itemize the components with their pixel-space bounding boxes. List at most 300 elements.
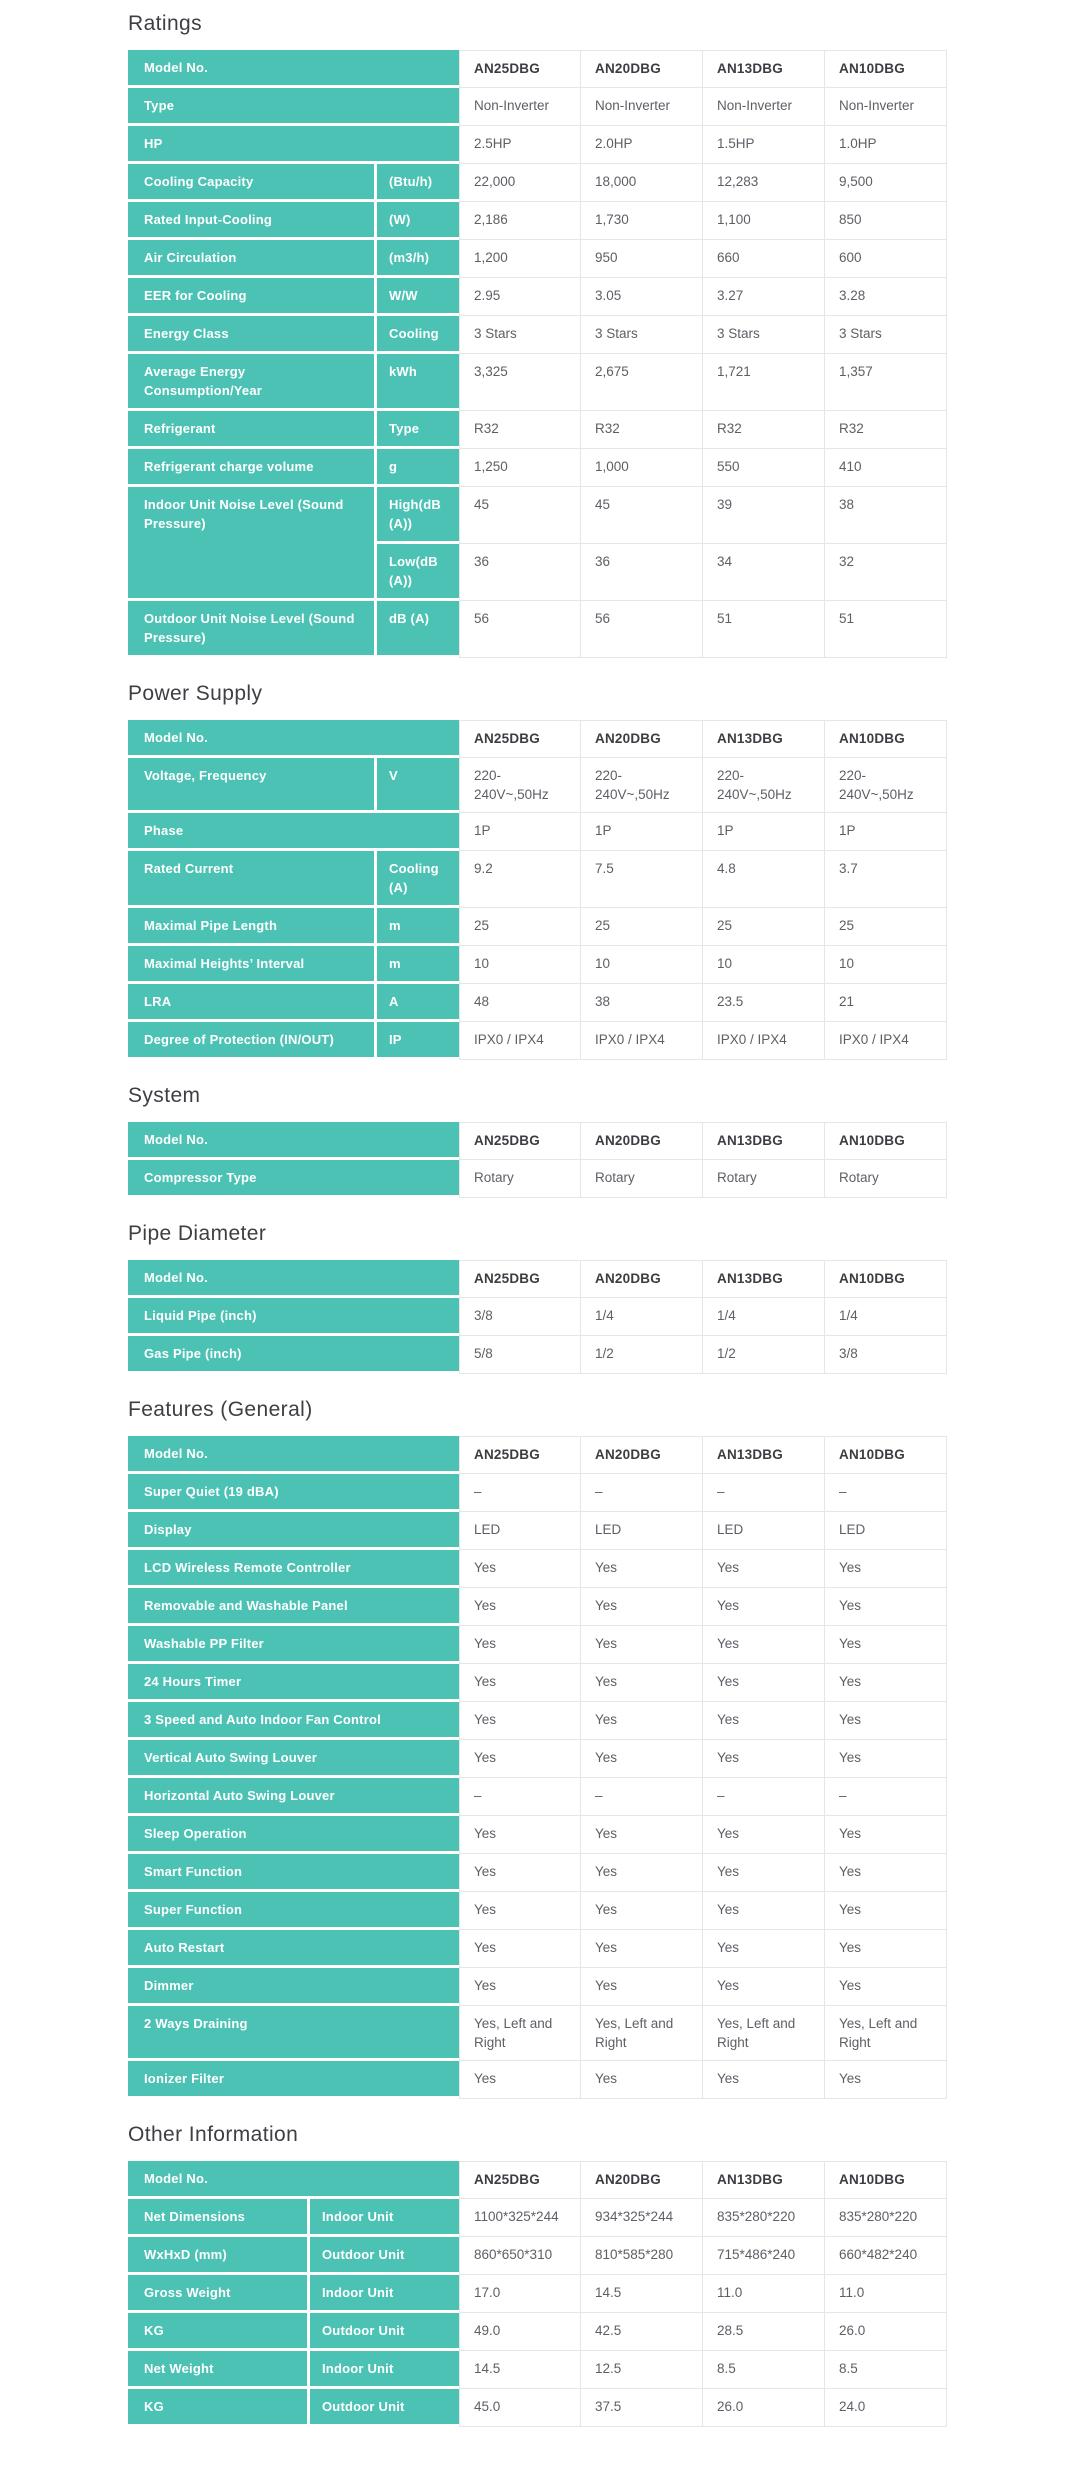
row-label: Air Circulation xyxy=(128,240,377,278)
cell-value: 14.5 xyxy=(459,2351,581,2389)
cell-value: 1P xyxy=(459,813,581,851)
cell-value: 9,500 xyxy=(825,164,947,202)
cell-value: 24.0 xyxy=(825,2389,947,2427)
cell-value: – xyxy=(581,1778,703,1816)
row-label: LCD Wireless Remote Controller xyxy=(128,1550,459,1588)
model-header-row xyxy=(128,1122,947,1160)
row-label: Liquid Pipe (inch) xyxy=(128,1298,459,1336)
row-label: Dimmer xyxy=(128,1968,459,2006)
table-row xyxy=(128,354,947,411)
row-label: Removable and Washable Panel xyxy=(128,1588,459,1626)
cell-value: Yes xyxy=(825,1626,947,1664)
model-no-label: Model No. xyxy=(128,1122,459,1160)
model-header-cell: AN13DBG xyxy=(703,1260,825,1298)
cell-value: 56 xyxy=(581,601,703,658)
cell-value: 3.7 xyxy=(825,851,947,908)
model-header-cell: AN25DBG xyxy=(459,720,581,758)
cell-value: Yes xyxy=(581,1740,703,1778)
row-label: Ionizer Filter xyxy=(128,2061,459,2099)
table-row xyxy=(128,1550,947,1588)
model-header-cell: AN13DBG xyxy=(703,50,825,88)
cell-value: 1,357 xyxy=(825,354,947,411)
cell-value: 36 xyxy=(581,544,703,601)
model-header-cell: AN25DBG xyxy=(459,1122,581,1160)
row-unit: Indoor Unit xyxy=(310,2351,459,2389)
model-header-row xyxy=(128,2161,947,2199)
table-row xyxy=(128,1854,947,1892)
cell-value: Yes xyxy=(825,1816,947,1854)
table-row xyxy=(128,1512,947,1550)
cell-value: 18,000 xyxy=(581,164,703,202)
cell-value: Yes xyxy=(581,2061,703,2099)
cell-value: Yes xyxy=(581,1816,703,1854)
table-row xyxy=(128,88,947,126)
cell-value: Yes xyxy=(825,1892,947,1930)
table-row xyxy=(128,2351,947,2389)
table-row xyxy=(128,984,947,1022)
cell-value: Yes xyxy=(703,1740,825,1778)
model-header-cell: AN20DBG xyxy=(581,1122,703,1160)
row-label: Degree of Protection (IN/OUT) xyxy=(128,1022,377,1060)
cell-value: Yes xyxy=(825,2061,947,2099)
row-label: Net Dimensions xyxy=(128,2199,310,2237)
cell-value: 49.0 xyxy=(459,2313,581,2351)
cell-value: Yes xyxy=(703,1854,825,1892)
spec-table xyxy=(128,1122,947,1198)
row-label: EER for Cooling xyxy=(128,278,377,316)
cell-value: 1100*325*244 xyxy=(459,2199,581,2237)
row-label: Compressor Type xyxy=(128,1160,459,1198)
cell-value: 835*280*220 xyxy=(703,2199,825,2237)
table-row xyxy=(128,164,947,202)
model-no-label: Model No. xyxy=(128,2161,459,2199)
cell-value: Yes xyxy=(581,1702,703,1740)
row-label: LRA xyxy=(128,984,377,1022)
cell-value: 1/4 xyxy=(825,1298,947,1336)
cell-value: Yes xyxy=(825,1968,947,2006)
cell-value: 1P xyxy=(825,813,947,851)
row-unit: W/W xyxy=(377,278,459,316)
model-header-cell: AN25DBG xyxy=(459,1436,581,1474)
cell-value: Rotary xyxy=(703,1160,825,1198)
table-row xyxy=(128,1778,947,1816)
model-header-row xyxy=(128,720,947,758)
cell-value: LED xyxy=(825,1512,947,1550)
row-unit: Cooling (A) xyxy=(377,851,459,908)
cell-value: 34 xyxy=(703,544,825,601)
row-unit: V xyxy=(377,758,459,813)
cell-value: 9.2 xyxy=(459,851,581,908)
cell-value: 12,283 xyxy=(703,164,825,202)
cell-value: R32 xyxy=(825,411,947,449)
row-label: Refrigerant xyxy=(128,411,377,449)
cell-value: Yes xyxy=(581,1550,703,1588)
model-no-label: Model No. xyxy=(128,720,459,758)
model-no-label: Model No. xyxy=(128,50,459,88)
cell-value: Yes xyxy=(703,1968,825,2006)
cell-value: 1/2 xyxy=(581,1336,703,1374)
cell-value: Yes xyxy=(459,1702,581,1740)
table-row xyxy=(128,2199,947,2237)
row-unit: (Btu/h) xyxy=(377,164,459,202)
model-header-cell: AN20DBG xyxy=(581,2161,703,2199)
cell-value: 39 xyxy=(703,487,825,544)
cell-value: 38 xyxy=(581,984,703,1022)
cell-value: 550 xyxy=(703,449,825,487)
table-row xyxy=(128,1892,947,1930)
model-header-cell: AN10DBG xyxy=(825,1260,947,1298)
cell-value: IPX0 / IPX4 xyxy=(581,1022,703,1060)
cell-value: 1/4 xyxy=(581,1298,703,1336)
model-header-cell: AN25DBG xyxy=(459,1260,581,1298)
model-header-cell: AN10DBG xyxy=(825,50,947,88)
section-title: Other Information xyxy=(128,2123,299,2146)
cell-value: Yes xyxy=(581,1626,703,1664)
cell-value: 7.5 xyxy=(581,851,703,908)
section-title: Features (General) xyxy=(128,1398,313,1421)
cell-value: 1,100 xyxy=(703,202,825,240)
row-label: Net Weight xyxy=(128,2351,310,2389)
row-label: Horizontal Auto Swing Louver xyxy=(128,1778,459,1816)
row-unit: Indoor Unit xyxy=(310,2199,459,2237)
cell-value: Yes xyxy=(459,1740,581,1778)
cell-value: 220-240V~,50Hz xyxy=(581,758,703,813)
cell-value: 1/2 xyxy=(703,1336,825,1374)
row-label: Maximal Pipe Length xyxy=(128,908,377,946)
cell-value: 2.0HP xyxy=(581,126,703,164)
cell-value: IPX0 / IPX4 xyxy=(459,1022,581,1060)
cell-value: Non-Inverter xyxy=(459,88,581,126)
cell-value: 8.5 xyxy=(703,2351,825,2389)
row-label: Voltage, Frequency xyxy=(128,758,377,813)
cell-value: 1.0HP xyxy=(825,126,947,164)
cell-value: 4.8 xyxy=(703,851,825,908)
cell-value: – xyxy=(459,1778,581,1816)
cell-value: 835*280*220 xyxy=(825,2199,947,2237)
table-row xyxy=(128,1160,947,1198)
cell-value: Yes xyxy=(825,1740,947,1778)
cell-value: 860*650*310 xyxy=(459,2237,581,2275)
row-label: Average Energy Consumption/Year xyxy=(128,354,377,411)
cell-value: Yes, Left and Right xyxy=(581,2006,703,2061)
row-label: Phase xyxy=(128,813,459,851)
cell-value: 38 xyxy=(825,487,947,544)
cell-value: 10 xyxy=(459,946,581,984)
row-unit: Outdoor Unit xyxy=(310,2237,459,2275)
cell-value: 21 xyxy=(825,984,947,1022)
row-unit: (W) xyxy=(377,202,459,240)
table-row xyxy=(128,2389,947,2427)
cell-value: R32 xyxy=(703,411,825,449)
table-row xyxy=(128,316,947,354)
row-unit: kWh xyxy=(377,354,459,411)
cell-value: 3.27 xyxy=(703,278,825,316)
cell-value: – xyxy=(703,1778,825,1816)
cell-value: 14.5 xyxy=(581,2275,703,2313)
row-unit: A xyxy=(377,984,459,1022)
row-label: Rated Input-Cooling xyxy=(128,202,377,240)
table-row xyxy=(128,202,947,240)
cell-value: 3 Stars xyxy=(581,316,703,354)
row-label: Display xyxy=(128,1512,459,1550)
cell-value: R32 xyxy=(459,411,581,449)
cell-value: 26.0 xyxy=(825,2313,947,2351)
section-title: Ratings xyxy=(128,12,203,35)
cell-value: 660 xyxy=(703,240,825,278)
row-label: Maximal Heights’ Interval xyxy=(128,946,377,984)
row-label: HP xyxy=(128,126,459,164)
spec-table xyxy=(128,50,947,658)
row-label: Outdoor Unit Noise Level (Sound Pressure) xyxy=(128,601,377,658)
cell-value: 26.0 xyxy=(703,2389,825,2427)
cell-value: LED xyxy=(703,1512,825,1550)
cell-value: 36 xyxy=(459,544,581,601)
cell-value: 934*325*244 xyxy=(581,2199,703,2237)
table-row xyxy=(128,601,947,658)
table-row xyxy=(128,411,947,449)
cell-value: – xyxy=(459,1474,581,1512)
row-unit: Low(dB (A)) xyxy=(377,544,459,601)
row-unit: Outdoor Unit xyxy=(310,2313,459,2351)
cell-value: Non-Inverter xyxy=(825,88,947,126)
model-header-cell: AN10DBG xyxy=(825,1436,947,1474)
row-unit: Indoor Unit xyxy=(310,2275,459,2313)
cell-value: 2.95 xyxy=(459,278,581,316)
cell-value: 1,721 xyxy=(703,354,825,411)
cell-value: Yes, Left and Right xyxy=(703,2006,825,2061)
cell-value: 11.0 xyxy=(703,2275,825,2313)
cell-value: Yes xyxy=(459,1626,581,1664)
cell-value: 1,200 xyxy=(459,240,581,278)
cell-value: 1P xyxy=(581,813,703,851)
cell-value: 1.5HP xyxy=(703,126,825,164)
cell-value: Rotary xyxy=(459,1160,581,1198)
table-row xyxy=(128,1816,947,1854)
cell-value: Yes xyxy=(459,1816,581,1854)
cell-value: 28.5 xyxy=(703,2313,825,2351)
cell-value: LED xyxy=(459,1512,581,1550)
cell-value: 45 xyxy=(581,487,703,544)
table-row xyxy=(128,1336,947,1374)
row-label: Type xyxy=(128,88,459,126)
cell-value: Yes xyxy=(825,1588,947,1626)
cell-value: Yes, Left and Right xyxy=(825,2006,947,2061)
table-row xyxy=(128,2061,947,2099)
model-header-cell: AN13DBG xyxy=(703,2161,825,2199)
row-label: Refrigerant charge volume xyxy=(128,449,377,487)
table-row xyxy=(128,2237,947,2275)
cell-value: Yes xyxy=(581,1664,703,1702)
cell-value: 5/8 xyxy=(459,1336,581,1374)
cell-value: Yes xyxy=(581,1930,703,1968)
row-label: Sleep Operation xyxy=(128,1816,459,1854)
cell-value: 660*482*240 xyxy=(825,2237,947,2275)
row-unit: dB (A) xyxy=(377,601,459,658)
cell-value: 45.0 xyxy=(459,2389,581,2427)
cell-value: 3 Stars xyxy=(703,316,825,354)
cell-value: 22,000 xyxy=(459,164,581,202)
table-row xyxy=(128,1968,947,2006)
cell-value: 1P xyxy=(703,813,825,851)
cell-value: 950 xyxy=(581,240,703,278)
section-title: System xyxy=(128,1084,201,1107)
model-header-row xyxy=(128,1260,947,1298)
row-label: Gas Pipe (inch) xyxy=(128,1336,459,1374)
table-row xyxy=(128,449,947,487)
cell-value: Yes xyxy=(703,1930,825,1968)
cell-value: Yes xyxy=(825,1854,947,1892)
cell-value: 11.0 xyxy=(825,2275,947,2313)
row-unit: Type xyxy=(377,411,459,449)
table-row xyxy=(128,1740,947,1778)
cell-value: Yes xyxy=(459,1892,581,1930)
cell-value: 3.28 xyxy=(825,278,947,316)
row-label: Vertical Auto Swing Louver xyxy=(128,1740,459,1778)
cell-value: Yes xyxy=(825,1550,947,1588)
table-row xyxy=(128,2313,947,2351)
cell-value: – xyxy=(703,1474,825,1512)
cell-value: 1/4 xyxy=(703,1298,825,1336)
cell-value: 3 Stars xyxy=(459,316,581,354)
cell-value: Rotary xyxy=(581,1160,703,1198)
cell-value: 2,186 xyxy=(459,202,581,240)
cell-value: Yes xyxy=(459,1854,581,1892)
row-unit: m xyxy=(377,908,459,946)
cell-value: 51 xyxy=(703,601,825,658)
table-row xyxy=(128,908,947,946)
cell-value: 25 xyxy=(703,908,825,946)
row-label: Rated Current xyxy=(128,851,377,908)
cell-value: Yes xyxy=(581,1588,703,1626)
section-title: Power Supply xyxy=(128,682,263,705)
cell-value: Yes xyxy=(459,2061,581,2099)
cell-value: 3/8 xyxy=(825,1336,947,1374)
cell-value: Rotary xyxy=(825,1160,947,1198)
cell-value: 1,000 xyxy=(581,449,703,487)
table-row xyxy=(128,278,947,316)
cell-value: Yes xyxy=(581,1968,703,2006)
table-row xyxy=(128,1626,947,1664)
cell-value: 2,675 xyxy=(581,354,703,411)
cell-value: 10 xyxy=(703,946,825,984)
cell-value: 3,325 xyxy=(459,354,581,411)
model-header-cell: AN13DBG xyxy=(703,720,825,758)
model-header-cell: AN20DBG xyxy=(581,1260,703,1298)
cell-value: Yes xyxy=(703,1892,825,1930)
cell-value: Yes xyxy=(825,1702,947,1740)
model-header-cell: AN25DBG xyxy=(459,2161,581,2199)
cell-value: Yes xyxy=(459,1588,581,1626)
row-label: Super Quiet (19 dBA) xyxy=(128,1474,459,1512)
cell-value: Yes xyxy=(459,1930,581,1968)
row-unit: (m3/h) xyxy=(377,240,459,278)
model-header-row xyxy=(128,1436,947,1474)
table-row xyxy=(128,1298,947,1336)
cell-value: Yes xyxy=(703,2061,825,2099)
table-row xyxy=(128,813,947,851)
table-row xyxy=(128,1702,947,1740)
cell-value: 2.5HP xyxy=(459,126,581,164)
row-label: Smart Function xyxy=(128,1854,459,1892)
row-label: Energy Class xyxy=(128,316,377,354)
cell-value: Yes xyxy=(703,1664,825,1702)
cell-value: 3/8 xyxy=(459,1298,581,1336)
cell-value: IPX0 / IPX4 xyxy=(703,1022,825,1060)
cell-value: LED xyxy=(581,1512,703,1550)
cell-value: Yes xyxy=(459,1550,581,1588)
cell-value: 48 xyxy=(459,984,581,1022)
model-header-cell: AN13DBG xyxy=(703,1436,825,1474)
row-label: Auto Restart xyxy=(128,1930,459,1968)
cell-value: Yes xyxy=(825,1664,947,1702)
row-label: 24 Hours Timer xyxy=(128,1664,459,1702)
cell-value: 10 xyxy=(581,946,703,984)
cell-value: 56 xyxy=(459,601,581,658)
row-unit: g xyxy=(377,449,459,487)
spec-table xyxy=(128,1260,947,1374)
cell-value: 17.0 xyxy=(459,2275,581,2313)
cell-value: Yes, Left and Right xyxy=(459,2006,581,2061)
cell-value: Yes xyxy=(825,1930,947,1968)
cell-value: 25 xyxy=(459,908,581,946)
table-row xyxy=(128,1930,947,1968)
cell-value: 12.5 xyxy=(581,2351,703,2389)
table-row xyxy=(128,487,947,544)
cell-value: Yes xyxy=(581,1854,703,1892)
cell-value: 32 xyxy=(825,544,947,601)
row-label: Indoor Unit Noise Level (Sound Pressure) xyxy=(128,487,377,601)
table-row xyxy=(128,1588,947,1626)
section-title: Pipe Diameter xyxy=(128,1222,267,1245)
cell-value: Yes xyxy=(703,1550,825,1588)
cell-value: – xyxy=(581,1474,703,1512)
cell-value: – xyxy=(825,1474,947,1512)
table-row xyxy=(128,758,947,813)
row-label: Gross Weight xyxy=(128,2275,310,2313)
cell-value: IPX0 / IPX4 xyxy=(825,1022,947,1060)
cell-value: 220-240V~,50Hz xyxy=(825,758,947,813)
cell-value: R32 xyxy=(581,411,703,449)
table-row xyxy=(128,851,947,908)
row-label: Super Function xyxy=(128,1892,459,1930)
row-unit: High(dB (A)) xyxy=(377,487,459,544)
table-row xyxy=(128,2006,947,2061)
cell-value: 51 xyxy=(825,601,947,658)
cell-value: 220-240V~,50Hz xyxy=(459,758,581,813)
cell-value: 25 xyxy=(825,908,947,946)
row-label: WxHxD (mm) xyxy=(128,2237,310,2275)
row-label: 3 Speed and Auto Indoor Fan Control xyxy=(128,1702,459,1740)
model-header-cell: AN20DBG xyxy=(581,720,703,758)
cell-value: 810*585*280 xyxy=(581,2237,703,2275)
row-unit: m xyxy=(377,946,459,984)
cell-value: Yes xyxy=(703,1626,825,1664)
cell-value: 8.5 xyxy=(825,2351,947,2389)
spec-table xyxy=(128,1436,947,2099)
cell-value: Yes xyxy=(459,1664,581,1702)
row-unit: IP xyxy=(377,1022,459,1060)
model-header-cell: AN13DBG xyxy=(703,1122,825,1160)
row-label: KG xyxy=(128,2389,310,2427)
spec-table xyxy=(128,720,947,1060)
row-label: 2 Ways Draining xyxy=(128,2006,459,2061)
row-label: Washable PP Filter xyxy=(128,1626,459,1664)
cell-value: 23.5 xyxy=(703,984,825,1022)
table-row xyxy=(128,946,947,984)
cell-value: Yes xyxy=(703,1816,825,1854)
cell-value: – xyxy=(825,1778,947,1816)
row-label: KG xyxy=(128,2313,310,2351)
